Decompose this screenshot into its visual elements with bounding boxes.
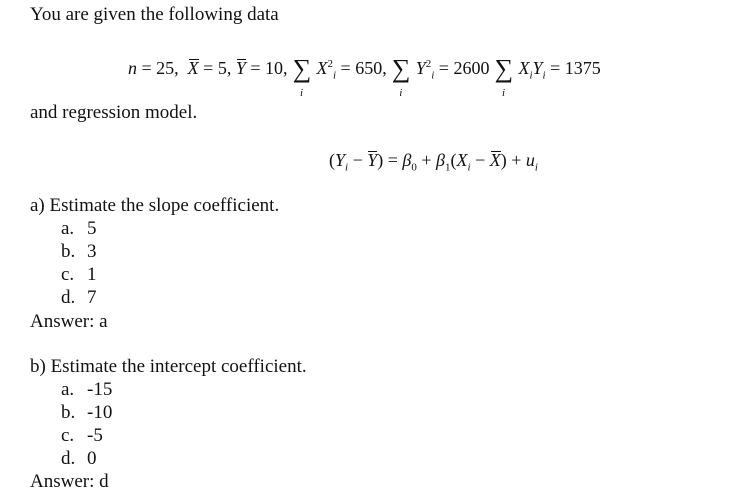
sum-y2-value: 2600 — [453, 58, 490, 78]
intro-text: You are given the following data — [30, 4, 279, 25]
model-intro-text: and regression model. — [30, 102, 198, 123]
question-b-option: b. -10 — [61, 402, 113, 423]
question-a-option: c. 1 — [61, 264, 97, 285]
summation-symbol: ∑ i — [292, 54, 312, 99]
summation-symbol: ∑ i — [391, 54, 411, 99]
question-a-prompt: a) Estimate the slope coefficient. — [30, 195, 280, 216]
question-b-option: d. 0 — [61, 448, 97, 469]
question-b-option: a. -15 — [61, 379, 113, 400]
xbar-value: 5 — [217, 58, 227, 78]
sum-xy-value: 1375 — [564, 58, 601, 78]
question-b-prompt: b) Estimate the intercept coefficient. — [30, 356, 307, 377]
question-a-option: a. 5 — [61, 218, 97, 239]
question-a-option: b. 3 — [61, 241, 97, 262]
summation-symbol: ∑ i — [494, 54, 514, 99]
regression-model-equation: $(Y_i - Y) = \beta_0 + \beta_1(X_i - X) + u_i$ — [329, 150, 538, 174]
question-a-answer: Answer: a — [30, 311, 108, 332]
n-value: 25 — [156, 58, 175, 78]
ybar-value: 10 — [264, 58, 283, 78]
sum-x2-value: 650 — [355, 58, 383, 78]
question-b-option: c. -5 — [61, 425, 103, 446]
question-b-answer: Answer: d — [30, 471, 109, 492]
given-data-formula: n = 25, X = 5, Y = 10, ∑ i $X^2_i = 650$, ∑ i $Y^2_i = 2600$ ∑ i $X_iY_i = 1375$ — [128, 54, 601, 99]
question-a-option: d. 7 — [61, 287, 97, 308]
